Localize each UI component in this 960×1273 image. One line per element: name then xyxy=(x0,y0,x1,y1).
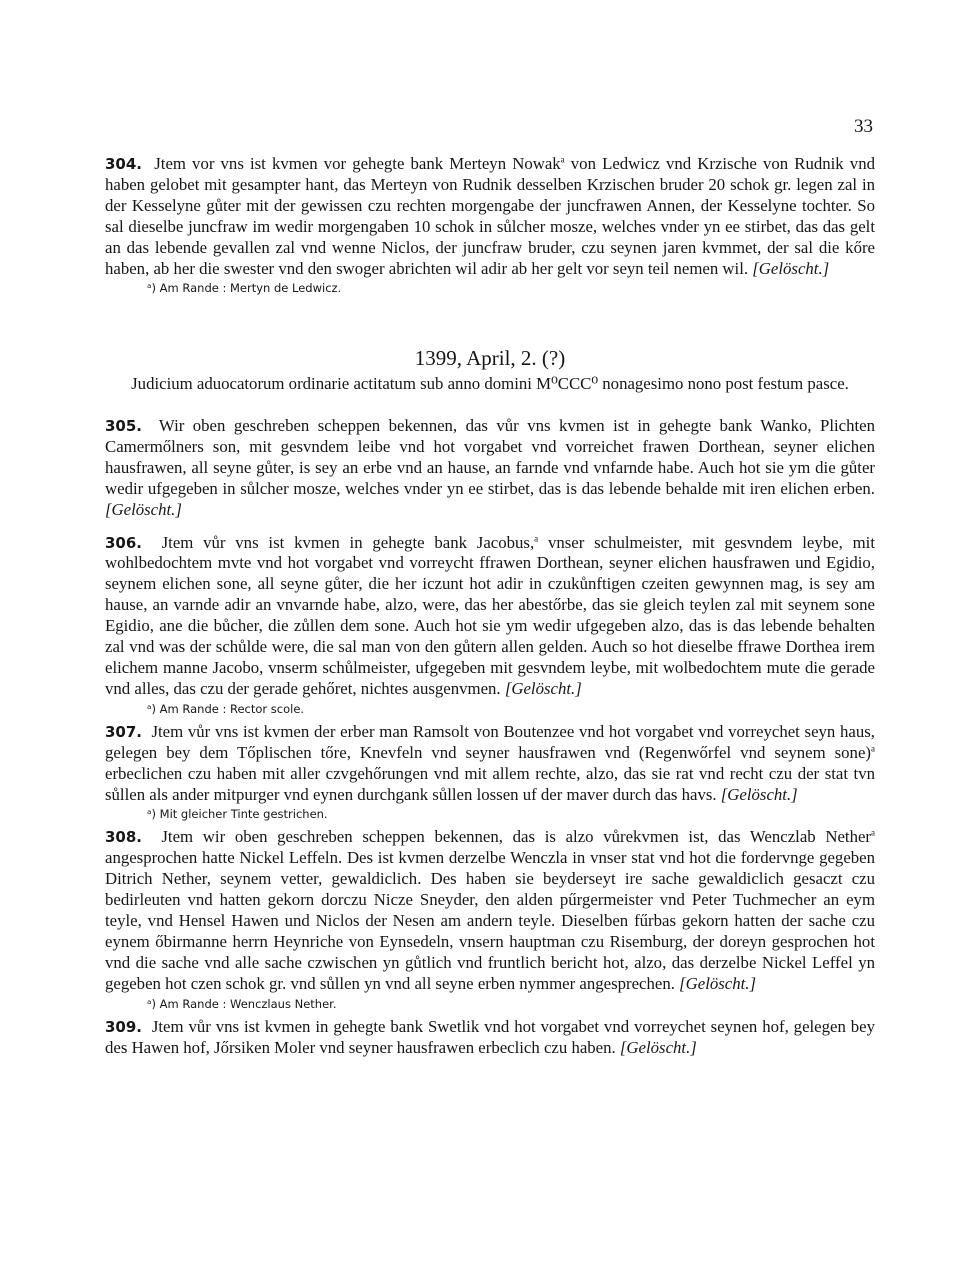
entry-number: 304. xyxy=(105,155,143,173)
entry-text: Jtem wir oben geschreben scheppen bekennen, das is alzo vůrekvmen ist, das Wenczlab Nether xyxy=(161,827,872,847)
entry-307 xyxy=(105,722,875,806)
deleted-marker: [Gelöscht.] xyxy=(619,1037,697,1057)
footnote: ᵃ) Am Rande : Wenczlaus Nether. xyxy=(147,996,337,1011)
entry-text: Jtem vor vns ist kvmen vor gehegte bank Merteyn Nowak xyxy=(154,154,561,173)
deleted-marker: [Gelöscht.] xyxy=(752,258,830,278)
entry-number: 309. xyxy=(105,1017,143,1036)
page-number: 33 xyxy=(854,116,873,137)
deleted-marker: [Gelöscht.] xyxy=(720,784,798,804)
deleted-marker: [Gelöscht.] xyxy=(504,678,582,698)
entry-text: Jtem vůr vns ist kvmen in gehegte bank Jacobus, xyxy=(161,532,535,552)
entry-306 xyxy=(105,533,875,700)
entry-309 xyxy=(105,1017,875,1059)
footnote-marker: a xyxy=(871,743,875,754)
footnote: ᵃ) Mit gleicher Tinte gestrichen. xyxy=(147,807,328,822)
entry-text: Wir oben geschreben scheppen bekennen, das vůr vns kvmen ist in gehegte bank Wanko, Plichten Camermőlners son, mit gesvndem leibe vnd hot vorgabet vnd vorreichet frawen Dorthean, seyner elichen hausfrawen, all seyne gůter, is sey an erbe vnd an hause, an farnde vnd vnfarnde habe. Auch hot sie ym die gůter wedir ufgegeben in sůlcher mosze, welches vnder yn ee stirbet, das is das lebende behalde mit iren elichen erben. xyxy=(105,416,875,498)
deleted-marker: [Gelöscht.] xyxy=(679,973,757,993)
entry-number: 305. xyxy=(105,417,143,435)
footnote-marker: a xyxy=(534,532,539,543)
date-heading: 1399, April, 2. (?) xyxy=(414,346,566,370)
entry-number: 308. xyxy=(105,828,143,847)
session-heading xyxy=(105,345,875,395)
footnote-marker: a xyxy=(871,827,876,838)
footnote: ᵃ) Am Rande : Mertyn de Ledwicz. xyxy=(147,281,342,296)
entry-number: 306. xyxy=(105,533,143,552)
entries-section-2 xyxy=(105,416,875,1058)
deleted-marker: [Gelöscht.] xyxy=(105,499,182,519)
session-rubric: Judicium aduocatorum ordinarie actitatum sub anno domini M⁰CCC⁰ nonagesimo nono post festum pasce. xyxy=(131,374,849,393)
entry-text-continued: von Ledwicz vnd Krzische von Rudnik vnd haben gelobet mit gesampter hant, das Merteyn von Rudnik desselben Krzischen bruder 20 schok gr. legen zal in der Kesselyne gůter mit der gewissen czu rechten morgengabe der juncfrawen Annen, der Kesselyne tochter. So sal dieselbe juncfraw im wedir morgengaben 10 schok in sůlcher mosze, welches vnder yn ee stirbet, das das gelt an das lebende gevallen zal vnd wenne Niclos, der juncfraw bruder, czu seynen jaren kvmmet, der sal die kőre haben, ab her die swester vnd den swoger abrichten wil adir ab her gelt vor seyn teil nemen wil. xyxy=(105,154,875,278)
entry-text-continued: angesprochen hatte Nickel Leffeln. Des ist kvmen derzelbe Wenczla in vnser stat vnd hot die fordervnge gegeben Ditrich Nether, seynem vetter, gewaldiclich. Des haben sie beyderseyt ire sache gewaldiclich gesaczt czu bedirleuten vnd hatten gekorn dorczu Nicze Sneyder, den alden pűrgermeister vnd Peter Tuchmecher an eym teyle, vnd Hensel Hawen und Niclos der Nesen am andern teyle. Dieselben fűrbas gekorn hatten der sache czu eynem őbirmanne herrn Heynriche von Eynsedeln, vnsern hauptman czu Risemburg, der doreyn gesprochen hot vnd die sache vnd alle sache czwischen yn gůtlich vnd fruntlich bericht hot, alzo, das derzelbe Nickel Leffel yn gegeben hot czen schok gr. vnd sůllen yn vnd all seyne erben nymmer angesprechen. xyxy=(105,848,875,993)
entry-308 xyxy=(105,827,875,994)
footnote: ᵃ) Am Rande : Rector scole. xyxy=(147,701,305,716)
entry-text: Jtem vůr vns ist kvmen der erber man Ramsolt von Boutenzee vnd hot vorgabet vnd vorreychet seyn haus, gelegen bey dem Tőplischen tőre, Knevfeln vnd seyner hausfrawen vnd (Regenwőrfel vnd seynem sone) xyxy=(105,721,875,762)
entry-text-continued: erbeclichen czu haben mit aller czvgehőrungen vnd mit allem rechte, alzo, das sie rat vnd recht czu der stat tvn sůllen als ander mitpurger vnd eynen durchgank sůllen lossen uf der maver durch das havs. xyxy=(105,763,875,804)
entries-section-1 xyxy=(105,154,875,301)
footnote-marker: a xyxy=(560,154,565,165)
entry-number: 307. xyxy=(105,722,143,741)
entry-304 xyxy=(105,154,875,279)
entry-305 xyxy=(105,416,875,521)
entry-text-continued: vnser schulmeister, mit gesvndem leybe, mit wohlbedochtem mvte vnd hot vorgabet vnd vorreycht ffrawen Dorthean, seyner elichen hausfrawen und Egidio, seynem elichen sone, all seyne gůter, die her iczunt hot adir in czukůnftigen czeiten gewynnen mag, is sey am hause, an varnde adir an vnvarnde habe, alzo, were, das her abestőrbe, das sie gleich teylen zal mit seynem sone Egidio, ane die bůcher, die zůllen dem sone. Auch hot sie ym wedir ufgegeben alzo, das is das lebende behalten zal vnd was der schůlde were, die sal man von den gůtern allen gelden. Auch so hot dieselbe ffrawe Dorthea irem elichem manne Jacobo, vnserm schůlmeister, ufgegeben mit gesvndem leybe, mit wolbedochtem mute die gerade vnd alles, das czu der gerade gehőret, nichtes ausgenvmen. xyxy=(105,532,875,698)
entry-text: Jtem vůr vns ist kvmen in gehegte bank Swetlik vnd hot vorgabet vnd vorreychet seynen hof, gelegen bey des Hawen hof, Jőrsiken Moler vnd seyner hausfrawen erbeclich czu haben. xyxy=(105,1016,876,1057)
